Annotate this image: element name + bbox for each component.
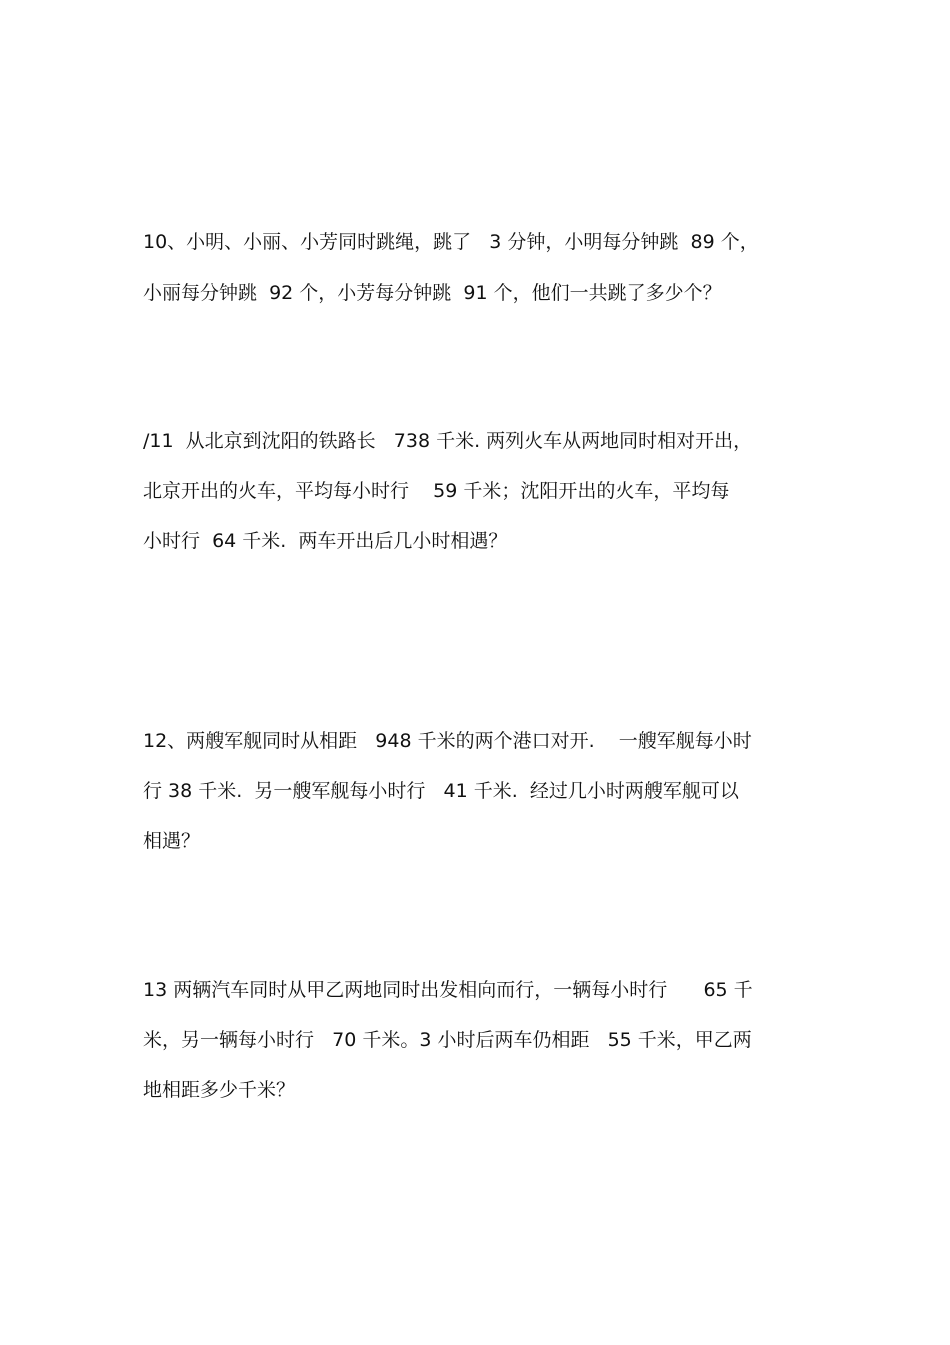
problem-11-line-1: /11 从北京到沈阳的铁路长 738 千米. 两列火车从两地同时相对开出， [143, 430, 753, 452]
problem-13-line-2: 米，另一辆每小时行 70 千米。3 小时后两车仍相距 55 千米，甲乙两 [143, 1029, 752, 1051]
problem-10-line-1: 10、小明、小丽、小芳同时跳绳，跳了 3 分钟，小明每分钟跳 89 个， [143, 231, 759, 253]
problem-13-line-3: 地相距多少千米？ [143, 1079, 296, 1101]
problem-11-line-3: 小时行 64 千米. 两车开出后几小时相遇？ [143, 530, 508, 552]
problem-11-line-2: 北京开出的火车，平均每小时行 59 千米；沈阳开出的火车，平均每 [143, 480, 730, 502]
problem-12-line-2: 行 38 千米. 另一艘军舰每小时行 41 千米. 经过几小时两艘军舰可以 [143, 780, 739, 802]
problem-12-line-3: 相遇？ [143, 830, 201, 852]
problem-12-line-1: 12、两艘军舰同时从相距 948 千米的两个港口对开. 一艘军舰每小时 [143, 730, 752, 752]
problem-13-line-1: 13 两辆汽车同时从甲乙两地同时出发相向而行，一辆每小时行 65 千 [143, 979, 753, 1001]
problem-10-line-2: 小丽每分钟跳 92 个，小芳每分钟跳 91 个，他们一共跳了多少个？ [143, 282, 722, 304]
